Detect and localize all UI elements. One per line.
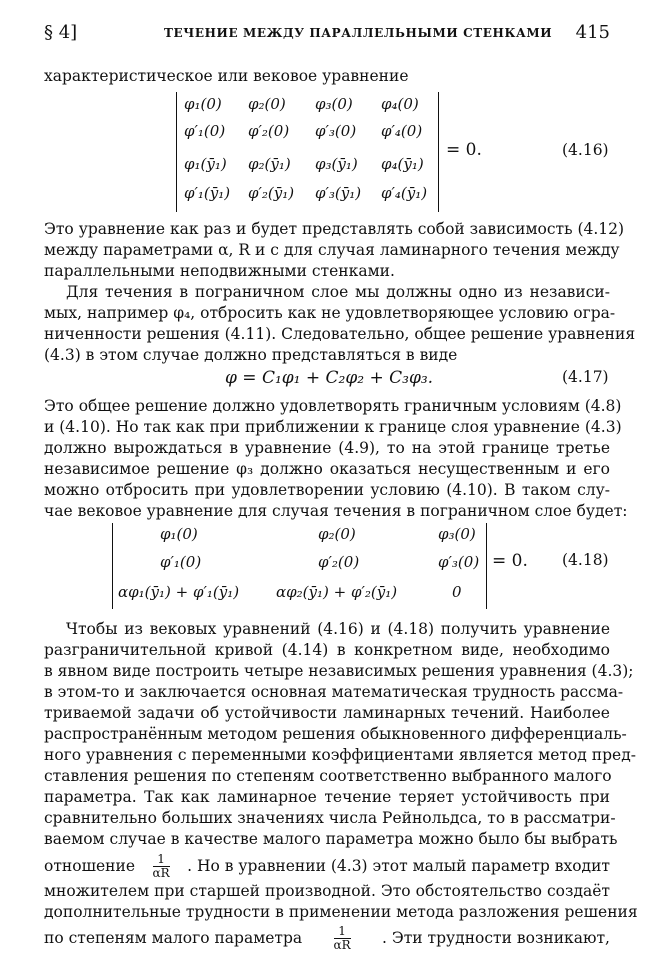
det1-cell: φ′₂(0): [248, 122, 290, 140]
intro-line: характеристическое или вековое уравнение: [44, 67, 409, 85]
fraction-denominator: αR: [333, 937, 351, 952]
det1-cell: φ₃(0): [315, 95, 353, 113]
fraction-numerator: 1: [153, 853, 170, 867]
det1-cell: φ₄(ȳ₁): [381, 155, 424, 173]
det1-equals: = 0.: [446, 140, 482, 160]
text-line: Чтобы из вековых уравнений (4.16) и (4.18) получить уравнение: [66, 620, 610, 638]
det1-cell: φ₃(ȳ₁): [315, 155, 358, 173]
det2-cell: φ′₂(0): [318, 553, 360, 571]
text-line: Это уравнение как раз и будет представлять собой зависимость (4.12): [44, 220, 625, 238]
text-line: независимое решение φ₃ должно оказаться несущественным и его: [44, 460, 610, 478]
text-line: триваемой задачи об устойчивости ламинарных течений. Наиболее: [44, 704, 610, 722]
equation-number: (4.17): [562, 368, 609, 386]
text-line: сравнительно больших значениях числа Рейнольдса, то в рассматри-: [44, 809, 616, 827]
det1-cell: φ₂(ȳ₁): [248, 155, 291, 173]
fraction-denominator: αR: [152, 865, 170, 880]
equation-number: (4.18): [562, 551, 609, 569]
det1-left-bar: [176, 92, 177, 212]
header-title: ТЕЧЕНИЕ МЕЖДУ ПАРАЛЛЕЛЬНЫМИ СТЕНКАМИ: [164, 26, 553, 40]
text-line: ниченности решения (4.11). Следовательно, общее решение уравнения: [44, 325, 636, 343]
text-line: Для течения в пограничном слое мы должны одно из независи-: [66, 283, 610, 301]
text-line: разграничительной кривой (4.14) в конкретном виде, необходимо: [44, 641, 610, 659]
det1-right-bar: [438, 92, 439, 212]
det1-cell: φ₁(0): [184, 95, 222, 113]
det2-cell: φ₁(0): [160, 525, 198, 543]
text-line: множителем при старшей производной. Это обстоятельство создаёт: [44, 882, 610, 900]
text-line: должно вырождаться в уравнение (4.9), то на этой границе третье: [44, 439, 610, 457]
fraction-1-over-alpha-r: [153, 853, 170, 880]
det1-cell: φ₂(0): [248, 95, 286, 113]
det2-equals: = 0.: [492, 551, 528, 571]
text-line: ваемом случае в качестве малого параметра можно было бы выбрать: [44, 830, 618, 848]
text-line: между параметрами α, R и c для случая ламинарного течения между: [44, 241, 620, 259]
text-line-with-fraction: [44, 924, 610, 952]
det2-cell: φ₂(0): [318, 525, 356, 543]
text-line: ставления решения по степеням соответственно выбранного малого: [44, 767, 612, 785]
text-line: параметра. Так как ламинарное течение теряет устойчивость при: [44, 788, 610, 806]
text-line: Это общее решение должно удовлетворять граничным условиям (4.8): [44, 397, 622, 415]
det2-cell: φ₃(0): [438, 525, 476, 543]
fraction-1-over-alpha-r: [334, 925, 351, 952]
det2-cell: αφ₂(ȳ₁) + φ′₂(ȳ₁): [276, 583, 398, 601]
det2-cell: φ′₃(0): [438, 553, 480, 571]
det1-cell: φ′₂(ȳ₁): [248, 184, 295, 202]
det1-cell: φ′₃(ȳ₁): [315, 184, 362, 202]
text-line: мых, например φ₄, отбросить как не удовлетворяющее условию огра-: [44, 304, 616, 322]
det2-cell: φ′₁(0): [160, 553, 202, 571]
text-fragment: . Эти трудности возникают,: [382, 929, 610, 947]
det1-cell: φ′₄(0): [381, 122, 423, 140]
text-line: чае вековое уравнение для случая течения в пограничном слое будет:: [44, 502, 628, 520]
det1-cell: φ₁(ȳ₁): [184, 155, 227, 173]
text-line: ного уравнения с переменными коэффициентами является метод пред-: [44, 746, 636, 764]
text-line-with-fraction: [44, 852, 610, 880]
page-number: 415: [575, 22, 610, 43]
text-fragment: . Но в уравнении (4.3) этот малый параметр входит: [187, 857, 610, 875]
text-line: параллельными неподвижными стенками.: [44, 262, 395, 280]
text-line: можно отбросить при удовлетворении условию (4.10). В таком слу-: [44, 481, 610, 499]
header-section: § 4]: [44, 22, 78, 43]
det2-right-bar: [486, 523, 487, 609]
text-line: (4.3) в этом случае должно представляться в виде: [44, 346, 458, 364]
text-fragment: отношение: [44, 857, 135, 875]
text-line: распространённым методом решения обыкновенного дифференциаль-: [44, 725, 627, 743]
equation-number: (4.16): [562, 141, 609, 159]
text-line: дополнительные трудности в применении метода разложения решения: [44, 903, 638, 921]
det1-cell: φ′₁(0): [184, 122, 226, 140]
det1-cell: φ₄(0): [381, 95, 419, 113]
fraction-numerator: 1: [334, 925, 351, 939]
text-line: и (4.10). Но так как при приближении к границе слоя уравнение (4.3): [44, 418, 622, 436]
det2-cell: αφ₁(ȳ₁) + φ′₁(ȳ₁): [118, 583, 240, 601]
text-line: в этом-то и заключается основная математическая трудность рассма-: [44, 683, 624, 701]
det1-cell: φ′₃(0): [315, 122, 357, 140]
det2-cell: 0: [452, 583, 462, 601]
det2-left-bar: [112, 523, 113, 609]
text-fragment: по степеням малого параметра: [44, 929, 303, 947]
running-header: [44, 18, 610, 46]
equation-4-17: φ = C₁φ₁ + C₂φ₂ + C₃φ₃.: [225, 368, 434, 388]
det1-cell: φ′₄(ȳ₁): [381, 184, 428, 202]
det1-cell: φ′₁(ȳ₁): [184, 184, 231, 202]
text-line: в явном виде построить четыре независимых решения уравнения (4.3);: [44, 662, 634, 680]
